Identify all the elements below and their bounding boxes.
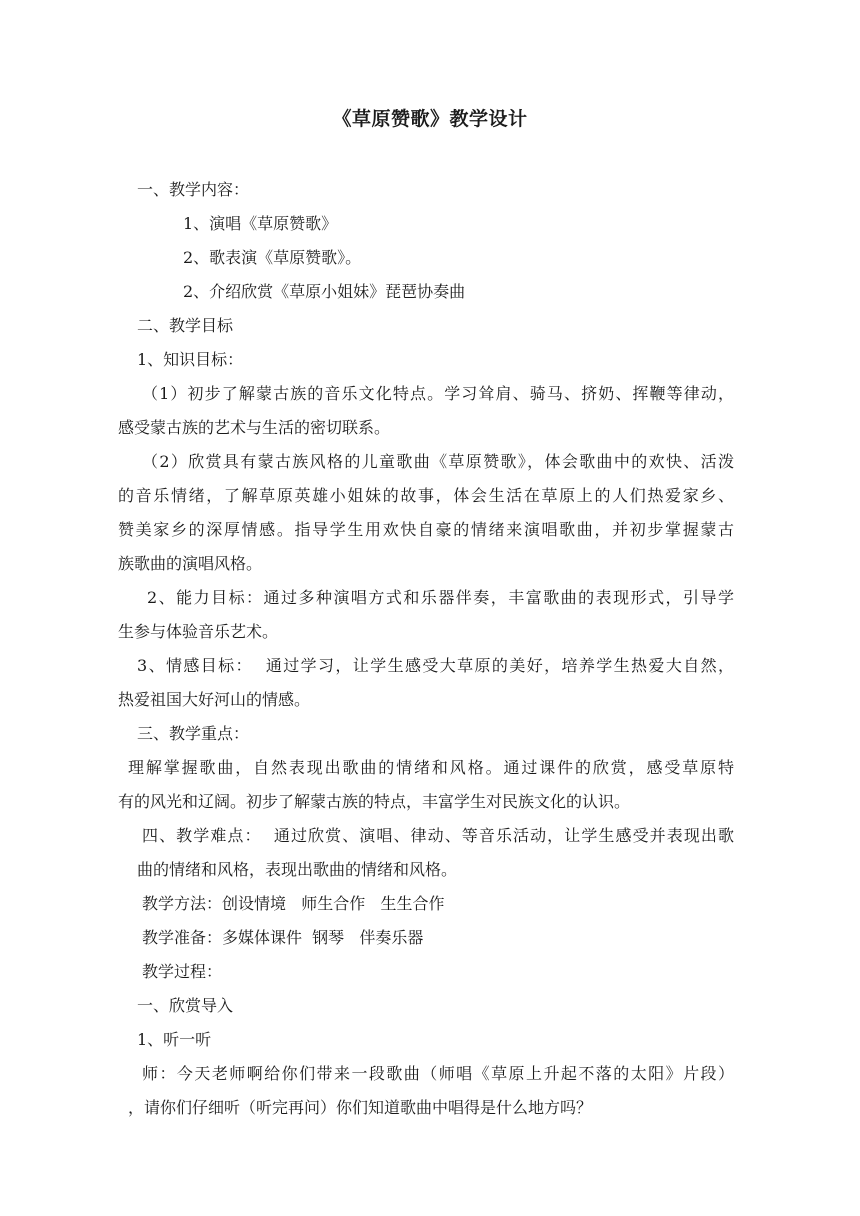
content-item: 2、歌表演《草原赞歌》。 [183, 248, 362, 267]
paragraph-line: 族歌曲的演唱风格。 [118, 554, 263, 573]
paragraph-line: 的音乐情绪，了解草原英雄小姐妹的故事，体会生活在草原上的人们热爱家乡、 [118, 486, 734, 505]
content-item: 1、演唱《草原赞歌》 [183, 214, 338, 233]
section-heading: 教学过程： [142, 962, 223, 981]
section-heading: 三、教学重点： [137, 724, 250, 743]
section-heading: 一、欣赏导入 [137, 996, 234, 1015]
paragraph-line: 3、情感目标： 通过学习，让学生感受大草原的美好，培养学生热爱大自然， [137, 656, 734, 675]
document-title: 《草原赞歌》教学设计 [332, 108, 528, 130]
paragraph-line: （1）初步了解蒙古族的音乐文化特点。学习耸肩、骑马、挤奶、挥鞭等律动， [142, 384, 734, 403]
paragraph-line: 理解掌握歌曲，自然表现出歌曲的情绪和风格。通过课件的欣赏，感受草原特 [128, 758, 734, 777]
paragraph-line: 赞美家乡的深厚情感。指导学生用欢快自豪的情绪来演唱歌曲，并初步掌握蒙古 [118, 520, 734, 539]
paragraph-line: 师：今天老师啊给你们带来一段歌曲（师唱《草原上升起不落的太阳》片段） [142, 1064, 734, 1083]
teaching-preparation: 教学准备：多媒体课件 钢琴 伴奏乐器 [142, 928, 424, 947]
content-item: 2、介绍欣赏《草原小姐妹》琵琶协奏曲 [183, 282, 466, 301]
section-heading: 一、教学内容： [137, 180, 250, 199]
subsection-heading: 1、听一听 [137, 1030, 212, 1049]
paragraph-line: （2）欣赏具有蒙古族风格的儿童歌曲《草原赞歌》，体会歌曲中的欢快、活泼 [142, 452, 734, 471]
paragraph-line: 曲的情绪和风格，表现出歌曲的情绪和风格。 [137, 860, 458, 879]
subsection-heading: 1、知识目标： [137, 350, 244, 369]
teaching-methods: 教学方法：创设情境 师生合作 生生合作 [142, 894, 445, 913]
paragraph-line: 2、能力目标：通过多种演唱方式和乐器伴奏，丰富歌曲的表现形式，引导学 [147, 588, 734, 607]
paragraph-line: 热爱祖国大好河山的情感。 [118, 690, 311, 709]
paragraph-line: ，请你们仔细听（听完再问）你们知道歌曲中唱得是什么地方吗？ [128, 1098, 593, 1117]
paragraph-line: 有的风光和辽阔。初步了解蒙古族的特点，丰富学生对民族文化的认识。 [118, 792, 631, 811]
section-heading: 二、教学目标 [137, 316, 234, 335]
paragraph-line: 四、教学难点： 通过欣赏、演唱、律动、等音乐活动，让学生感受并表现出歌 [142, 826, 734, 845]
paragraph-line: 生参与体验音乐艺术。 [118, 622, 279, 641]
paragraph-line: 感受蒙古族的艺术与生活的密切联系。 [118, 418, 391, 437]
